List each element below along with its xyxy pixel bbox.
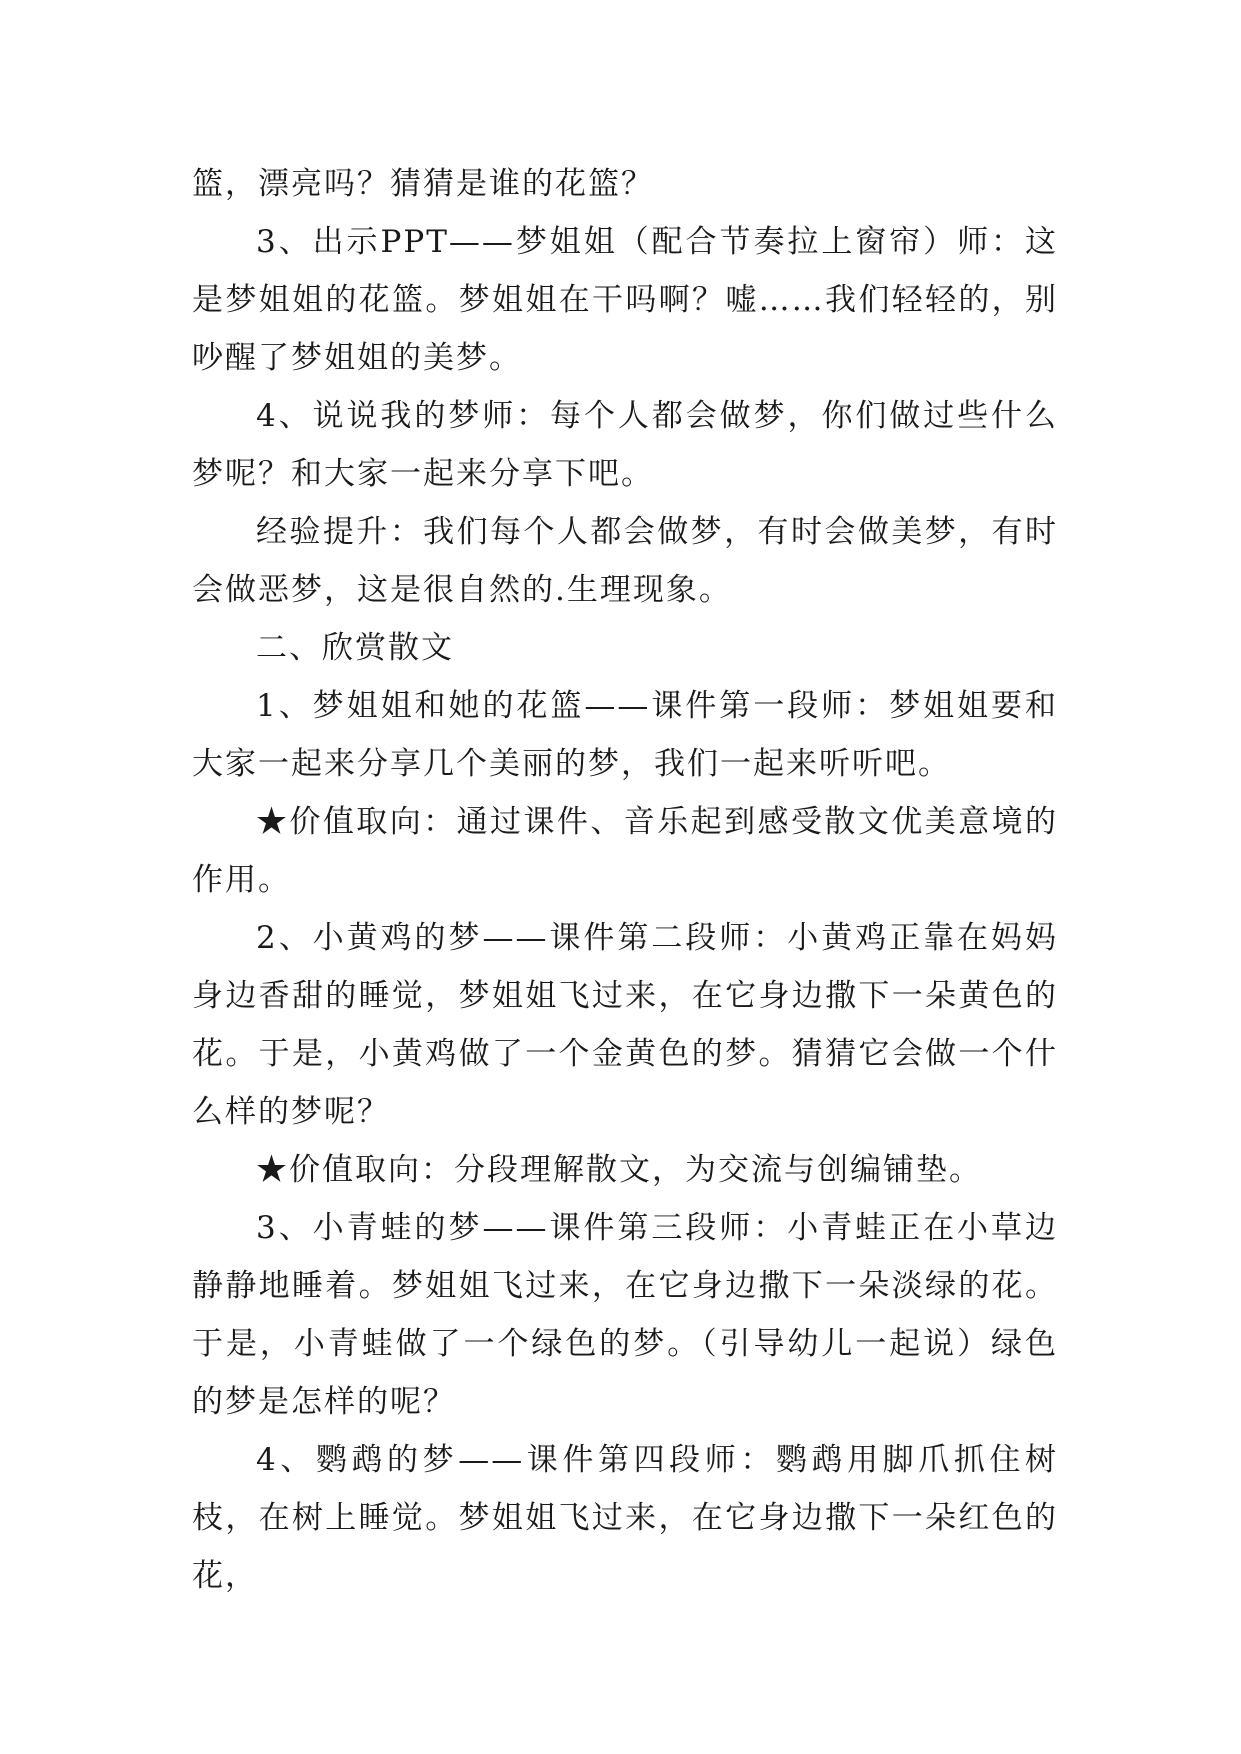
paragraph-value-1: ★价值取向：通过课件、音乐起到感受散文优美意境的作用。 bbox=[192, 804, 1058, 898]
paragraph-value-2: ★价值取向：分段理解散文，为交流与创编铺垫。 bbox=[256, 1152, 982, 1188]
paragraph-step-4-dreams: 4、说说我的梦师：每个人都会做梦，你们做过些什么梦呢？和大家一起来分享下吧。 bbox=[192, 398, 1058, 492]
paragraph-continuation: 篮，漂亮吗？猜猜是谁的花篮？ bbox=[192, 166, 654, 202]
section-heading-appreciate: 二、欣赏散文 bbox=[256, 630, 454, 666]
paragraph-part-2: 2、小黄鸡的梦——课件第二段师：小黄鸡正靠在妈妈身边香甜的睡觉，梦姐姐飞过来，在它身边撒下一朵黄色的花。于是，小黄鸡做了一个金黄色的梦。猜猜它会做一个什么样的梦呢？ bbox=[192, 920, 1058, 1130]
paragraph-part-1: 1、梦姐姐和她的花篮——课件第一段师：梦姐姐要和大家一起来分享几个美丽的梦，我们一起来听听吧。 bbox=[192, 688, 1058, 782]
document-body bbox=[192, 155, 1058, 1605]
paragraph-part-3: 3、小青蛙的梦——课件第三段师：小青蛙正在小草边静静地睡着。梦姐姐飞过来，在它身边撒下一朵淡绿的花。于是，小青蛙做了一个绿色的梦。（引导幼儿一起说）绿色的梦是怎样的呢？ bbox=[192, 1210, 1058, 1420]
paragraph-experience: 经验提升：我们每个人都会做梦，有时会做美梦，有时会做恶梦，这是很自然的.生理现象。 bbox=[192, 514, 1058, 608]
paragraph-part-4: 4、鹦鹉的梦——课件第四段师：鹦鹉用脚爪抓住树枝，在树上睡觉。梦姐姐飞过来，在它身边撒下一朵红色的花， bbox=[192, 1442, 1058, 1594]
paragraph-step-3-ppt: 3、出示PPT——梦姐姐（配合节奏拉上窗帘）师：这是梦姐姐的花篮。梦姐姐在干吗啊？嘘……我们轻轻的，别吵醒了梦姐姐的美梦。 bbox=[192, 224, 1058, 376]
